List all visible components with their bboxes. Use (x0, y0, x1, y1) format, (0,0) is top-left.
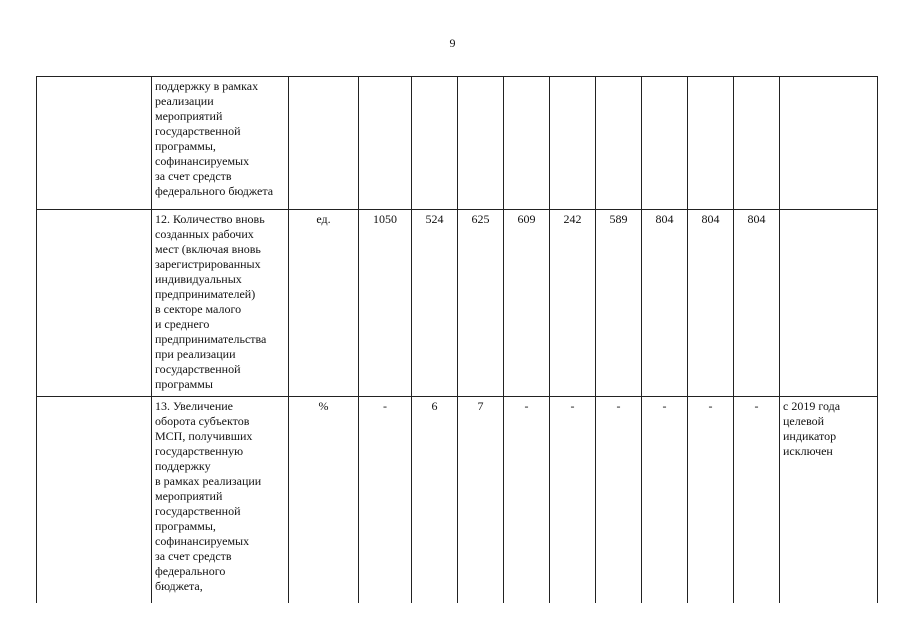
indicator-description-cell (152, 77, 289, 210)
description-line: созданных рабочих (155, 227, 254, 241)
value-cell (359, 77, 412, 210)
value-cell: - (642, 397, 688, 603)
value-cell: 524 (412, 210, 458, 397)
description-line: в рамках реализации (155, 474, 262, 488)
note-cell (780, 210, 878, 397)
unit-cell (289, 77, 359, 210)
description-line: предпринимателей) (155, 287, 256, 301)
value-cell: - (550, 397, 596, 603)
description-line: федерального (155, 564, 226, 578)
note-line: исключен (783, 444, 833, 458)
value-cell (412, 77, 458, 210)
description-line: государственной (155, 124, 241, 138)
value-cell: 804 (642, 210, 688, 397)
description-line: зарегистрированных (155, 257, 261, 271)
value-cell: 804 (688, 210, 734, 397)
value-cell: 589 (596, 210, 642, 397)
description-line: софинансируемых (155, 534, 250, 548)
description-line: мероприятий (155, 109, 223, 123)
unit-cell: ед. (289, 210, 359, 397)
description-line: федерального бюджета (155, 184, 274, 198)
description-line: государственной (155, 504, 241, 518)
description-line: в секторе малого (155, 302, 242, 316)
description-line: программы (155, 377, 213, 391)
description-line: при реализации (155, 347, 236, 361)
description-line: за счет средств (155, 549, 232, 563)
indicator-description-cell (152, 210, 289, 397)
description-line: 13. Увеличение (155, 399, 234, 413)
indicator-description-cell (152, 397, 289, 603)
value-cell (688, 77, 734, 210)
page-number: 9 (449, 36, 456, 50)
table-row (37, 77, 878, 210)
value-cell: - (504, 397, 550, 603)
value-cell (550, 77, 596, 210)
section-cell (37, 77, 152, 210)
value-cell: 1050 (359, 210, 412, 397)
description-line: программы, (155, 519, 216, 533)
value-cell: 609 (504, 210, 550, 397)
description-line: за счет средств (155, 169, 232, 183)
value-cell (504, 77, 550, 210)
value-cell: 6 (412, 397, 458, 603)
note-line: целевой (783, 414, 825, 428)
note-line: индикатор (783, 429, 837, 443)
description-line: МСП, получивших (155, 429, 253, 443)
note-cell (780, 397, 878, 603)
description-line: 12. Количество вновь (155, 212, 265, 226)
section-cell (37, 397, 152, 603)
value-cell: - (688, 397, 734, 603)
table-row (37, 397, 878, 603)
table-body (37, 77, 878, 603)
value-cell (596, 77, 642, 210)
unit-cell: % (289, 397, 359, 603)
note-cell (780, 77, 878, 210)
description-line: программы, (155, 139, 216, 153)
value-cell: 804 (734, 210, 780, 397)
note-line: с 2019 года (783, 399, 841, 413)
description-line: и среднего (155, 317, 210, 331)
value-cell: - (596, 397, 642, 603)
table-row (37, 210, 878, 397)
value-cell (734, 77, 780, 210)
description-line: государственную (155, 444, 244, 458)
description-line: поддержку в рамках (155, 79, 259, 93)
description-line: бюджета, (155, 579, 203, 593)
value-cell: - (734, 397, 780, 603)
value-cell: 625 (458, 210, 504, 397)
value-cell: 242 (550, 210, 596, 397)
description-line: софинансируемых (155, 154, 250, 168)
description-line: реализации (155, 94, 214, 108)
description-line: индивидуальных (155, 272, 242, 286)
description-line: мероприятий (155, 489, 223, 503)
value-cell (458, 77, 504, 210)
value-cell: 7 (458, 397, 504, 603)
value-cell: - (359, 397, 412, 603)
indicators-table (36, 76, 878, 603)
description-line: предпринимательства (155, 332, 267, 346)
description-line: мест (включая вновь (155, 242, 261, 256)
value-cell (642, 77, 688, 210)
section-cell (37, 210, 152, 397)
description-line: государственной (155, 362, 241, 376)
description-line: поддержку (155, 459, 211, 473)
description-line: оборота субъектов (155, 414, 250, 428)
